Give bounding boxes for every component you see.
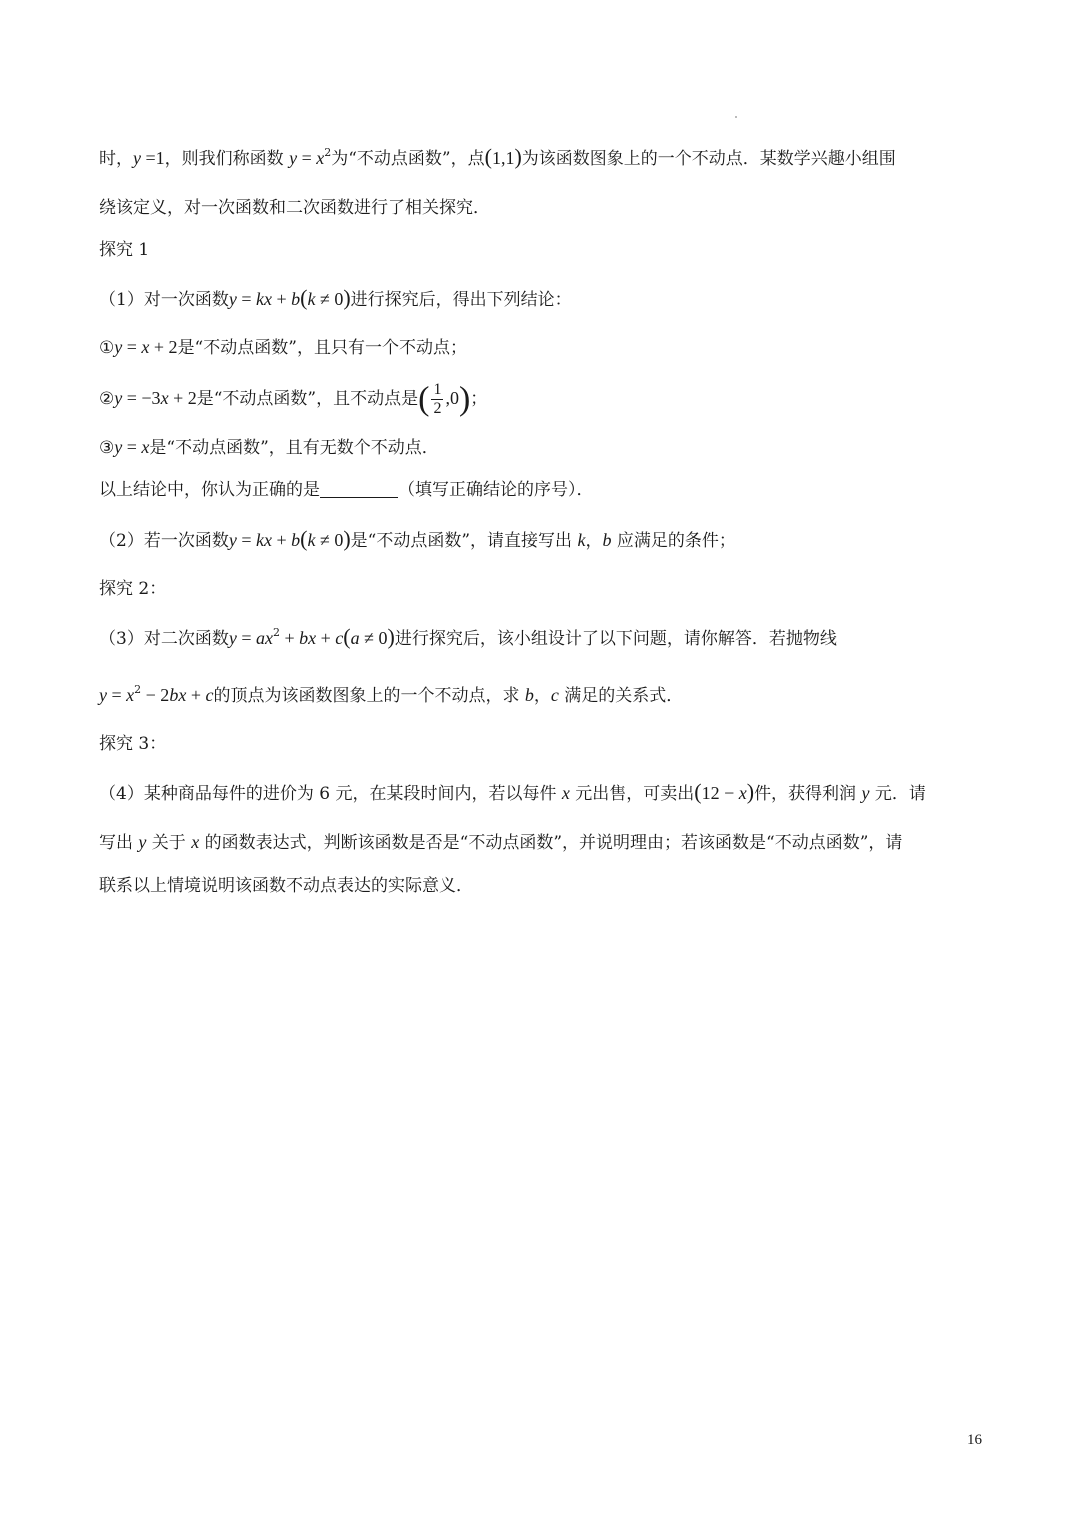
text: ； <box>470 389 488 409</box>
math: + <box>279 628 300 648</box>
superscript: 2 <box>134 683 142 696</box>
math: x <box>316 148 325 168</box>
conclusion-1 <box>99 335 990 360</box>
text: 元出售，可卖出 <box>569 784 695 804</box>
paren: ( <box>484 144 492 169</box>
text: 是“不动点函数”，且只有一个不动点； <box>177 338 467 358</box>
text: （填写正确结论的序号）． <box>398 480 594 500</box>
math: y <box>114 437 123 457</box>
text: （3）对二次函数 <box>99 629 229 649</box>
text: 满足的关系式． <box>558 686 684 706</box>
paren: ( <box>418 380 430 418</box>
math: = −3 <box>122 388 161 408</box>
section-heading-explore-1: 探究 1 <box>99 240 150 260</box>
math: + 2 <box>168 388 197 408</box>
paren: ) <box>514 144 522 169</box>
math: = <box>297 148 317 168</box>
math: b <box>524 685 534 705</box>
answer-blank[interactable] <box>320 479 398 498</box>
text: 是“不动点函数”，且不动点是 <box>196 389 419 409</box>
superscript: 2 <box>272 626 280 639</box>
math: y <box>228 530 237 550</box>
math: y <box>114 388 123 408</box>
text: ， <box>585 531 603 551</box>
text: （1）对一次函数 <box>99 290 229 310</box>
math: x <box>141 337 150 357</box>
section-heading-explore-3: 探究 3： <box>99 734 167 754</box>
paren: ) <box>746 779 755 804</box>
math: 12 − <box>701 783 739 803</box>
text: 是“不动点函数”，请直接写出 <box>350 531 578 551</box>
math: y <box>228 289 237 309</box>
question-4 <box>99 780 990 806</box>
question-2 <box>99 527 990 553</box>
math: + <box>271 289 292 309</box>
fraction-numerator: 1 <box>433 381 442 398</box>
math: ax <box>255 628 273 648</box>
math: b <box>291 289 301 309</box>
math: − 2 <box>141 685 170 705</box>
question-1 <box>99 286 990 312</box>
math: ≠ 0 <box>315 530 344 550</box>
text: 进行探究后，该小组设计了以下问题，请你解答．若抛物线 <box>394 629 837 649</box>
text: ③ <box>99 438 115 458</box>
text: 的函数表达式，判断该函数是否是“不动点函数”，并说明理由；若该函数是“不动点函数”，请 <box>199 833 903 853</box>
fraction-denominator: 2 <box>433 400 442 417</box>
question-4-line-3: 联系以上情境说明该函数不动点表达的实际意义． <box>99 876 473 896</box>
text: 应满足的条件； <box>611 531 736 551</box>
math: kx <box>255 530 272 550</box>
conclusion-3 <box>99 435 990 460</box>
text: 时， <box>99 149 133 169</box>
text: 以上结论中，你认为正确的是 <box>99 480 320 500</box>
math: y <box>138 832 147 852</box>
paragraph-line-2: 绕该定义，对一次函数和二次函数进行了相关探究． <box>99 198 490 218</box>
math: x <box>141 437 150 457</box>
math: x <box>126 685 135 705</box>
paren: ( <box>694 779 702 804</box>
math: x <box>738 783 747 803</box>
math: c <box>335 628 344 648</box>
math: ≠ 0 <box>315 289 344 309</box>
conclusion-question <box>99 478 990 502</box>
text: ① <box>99 338 115 358</box>
math: 1,1 <box>491 148 515 168</box>
math: x <box>191 832 200 852</box>
text: 元．请 <box>869 784 926 804</box>
math: x <box>561 783 570 803</box>
math: = <box>107 685 127 705</box>
math: + <box>186 685 206 705</box>
text: （4）某种商品每件的进价为 6 元，在某段时间内，若以每件 <box>99 784 562 804</box>
math: + <box>316 628 336 648</box>
paragraph-line-1 <box>99 145 990 171</box>
math: y <box>289 148 298 168</box>
math: bx <box>169 685 187 705</box>
paren: ( <box>343 624 351 649</box>
math: k <box>307 530 316 550</box>
math: = <box>236 628 256 648</box>
math: c <box>550 685 559 705</box>
fraction <box>431 382 443 417</box>
text: 的顶点为该函数图象上的一个不动点，求 <box>213 686 525 706</box>
paren: ( <box>300 526 308 551</box>
paren: ) <box>387 624 395 649</box>
math: y <box>133 148 141 168</box>
question-3-continued <box>99 683 990 708</box>
math: + 2 <box>149 337 178 357</box>
text: ② <box>99 389 115 409</box>
text: 是“不动点函数”，且有无数个不动点． <box>149 438 439 458</box>
text: 写出 <box>99 833 139 853</box>
math: b <box>291 530 301 550</box>
math: y <box>861 783 870 803</box>
math: =1 <box>141 148 165 168</box>
conclusion-2 <box>99 380 990 416</box>
math: y <box>228 628 237 648</box>
math: a <box>350 628 360 648</box>
text: 件，获得利润 <box>754 784 862 804</box>
math: = <box>236 289 256 309</box>
math: b <box>602 530 612 550</box>
math: x <box>160 388 169 408</box>
scan-dot <box>735 116 737 118</box>
math: ,0 <box>445 388 459 408</box>
question-3 <box>99 625 990 651</box>
text: 为“不动点函数”，点 <box>331 149 485 169</box>
paren: ) <box>343 285 351 310</box>
paren: ) <box>458 380 471 418</box>
math: c <box>205 685 214 705</box>
math: bx <box>299 628 317 648</box>
math: = <box>236 530 256 550</box>
math: ≠ 0 <box>359 628 388 648</box>
math: = <box>122 337 142 357</box>
text: 关于 <box>146 833 192 853</box>
page-number: 16 <box>967 1432 982 1448</box>
text: （2）若一次函数 <box>99 531 229 551</box>
text: 进行探究后，得出下列结论： <box>350 290 572 310</box>
text: 为该函数图象上的一个不动点．某数学兴趣小组围 <box>521 149 896 169</box>
math: + <box>271 530 292 550</box>
text: ， <box>533 686 551 706</box>
math: kx <box>255 289 272 309</box>
math: y <box>114 337 123 357</box>
superscript: 2 <box>324 146 332 159</box>
math: k <box>307 289 316 309</box>
math: k <box>577 530 586 550</box>
math: = <box>122 437 142 457</box>
paren: ) <box>343 526 351 551</box>
question-4-line-2 <box>99 830 990 855</box>
section-heading-explore-2: 探究 2： <box>99 579 167 599</box>
text: ，则我们称函数 <box>164 149 290 169</box>
paren: ( <box>300 285 308 310</box>
math: y <box>99 685 107 705</box>
